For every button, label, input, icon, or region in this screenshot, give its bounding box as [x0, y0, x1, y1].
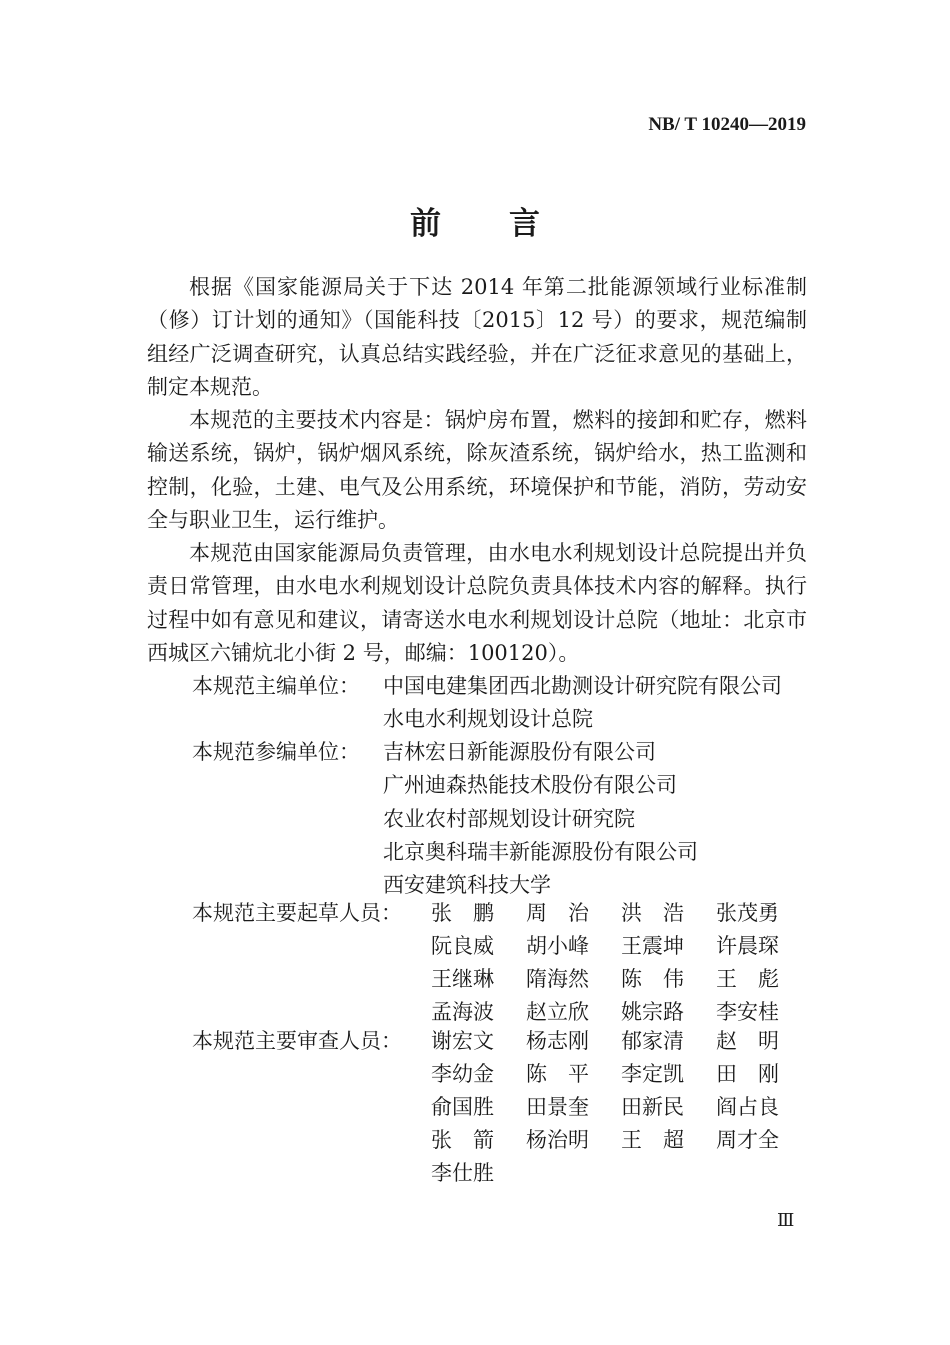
reviewer-name: 俞国胜: [431, 1095, 494, 1119]
drafter-name: 王继琳: [431, 967, 494, 991]
drafter-name: 孟海波: [431, 1000, 494, 1024]
paragraph-management: 本规范由国家能源局负责管理，由水电水利规划设计总院提出并负责日常管理，由水电水利规划设计总院负责具体技术内容的解释。执行过程中如有意见和建议，请寄送水电水利规划设计总院（地址：北京市西城区六铺炕北小街 2 号，邮编：100120）。: [147, 541, 807, 665]
drafter-name: 张 鹏: [431, 901, 494, 925]
drafter-name: 隋海然: [526, 967, 589, 991]
chief-units-list: [383, 670, 782, 737]
drafter-name: 胡小峰: [526, 934, 589, 958]
chief-unit-item: 水电水利规划设计总院: [383, 707, 593, 732]
reviewer-name: 陈 平: [526, 1062, 589, 1086]
reviewer-name: 李幼金: [431, 1062, 494, 1086]
title-char-1: 前: [410, 206, 441, 242]
drafter-name: 姚宗路: [621, 1000, 684, 1024]
participating-unit-item: 北京奥科瑞丰新能源股份有限公司: [383, 839, 698, 864]
reviewer-name: 王 超: [621, 1128, 684, 1152]
drafter-name: 周 治: [526, 901, 589, 925]
reviewer-name: 杨志刚: [526, 1029, 589, 1053]
participating-units-label: 本规范参编单位：: [192, 740, 360, 764]
chief-unit-item: 中国电建集团西北勘测设计研究院有限公司: [383, 674, 782, 698]
reviewer-name: 田景奎: [526, 1095, 589, 1119]
reviewer-name: 田 刚: [716, 1062, 779, 1086]
drafter-name: 阮良威: [431, 934, 494, 958]
drafter-name: 张茂勇: [716, 901, 779, 925]
drafter-name: 赵立欣: [526, 1000, 589, 1024]
reviewer-name: 杨治明: [526, 1128, 589, 1152]
reviewer-name: 郁家清: [621, 1029, 684, 1053]
paragraph-basis: 根据《国家能源局关于下达 2014 年第二批能源领域行业标准制（修）订计划的通知》（国能科技〔2015〕12 号）的要求，规范编制组经广泛调查研究，认真总结实践经验，并在广泛征求意见的基础上，制定本规范。: [147, 275, 807, 399]
reviewers-list: [431, 1025, 811, 1190]
reviewer-name: 阎占良: [716, 1095, 779, 1119]
paragraph-main-content: 本规范的主要技术内容是：锅炉房布置，燃料的接卸和贮存，燃料输送系统，锅炉，锅炉烟风系统，除灰渣系统，锅炉给水，热工监测和控制，化验，土建、电气及公用系统，环境保护和节能，消防，劳动安全与职业卫生，运行维护。: [147, 408, 807, 532]
drafter-name: 洪 浩: [621, 901, 684, 925]
drafters-list: [431, 897, 811, 1029]
participating-unit-item: 农业农村部规划设计研究院: [383, 806, 635, 831]
drafter-name: 许晨琛: [716, 934, 779, 958]
chief-units-label: 本规范主编单位：: [192, 674, 360, 698]
reviewer-name: 赵 明: [716, 1029, 779, 1053]
drafter-name: 陈 伟: [621, 967, 684, 991]
page-number: Ⅲ: [777, 1210, 795, 1230]
reviewer-name: 谢宏文: [431, 1029, 494, 1053]
standard-code: NB/ T 10240—2019: [648, 114, 806, 135]
drafter-name: 李安桂: [716, 1000, 779, 1024]
reviewer-name: 田新民: [621, 1095, 684, 1119]
drafter-name: 王震坤: [621, 934, 684, 958]
reviewer-name: 张 箭: [431, 1128, 494, 1152]
title-char-2: 言: [509, 206, 540, 242]
participating-unit-item: 西安建筑科技大学: [383, 873, 551, 898]
reviewer-name: 李定凯: [621, 1062, 684, 1086]
participating-units-list: [383, 736, 698, 902]
participating-unit-item: 吉林宏日新能源股份有限公司: [383, 740, 656, 764]
drafter-name: 王 彪: [716, 967, 779, 991]
reviewers-label: 本规范主要审查人员：: [192, 1029, 402, 1053]
drafters-label: 本规范主要起草人员：: [192, 901, 402, 925]
reviewer-name: 李仕胜: [431, 1161, 494, 1185]
participating-unit-item: 广州迪森热能技术股份有限公司: [383, 773, 677, 798]
reviewer-name: 周才全: [716, 1128, 779, 1152]
page-title: [0, 198, 950, 243]
